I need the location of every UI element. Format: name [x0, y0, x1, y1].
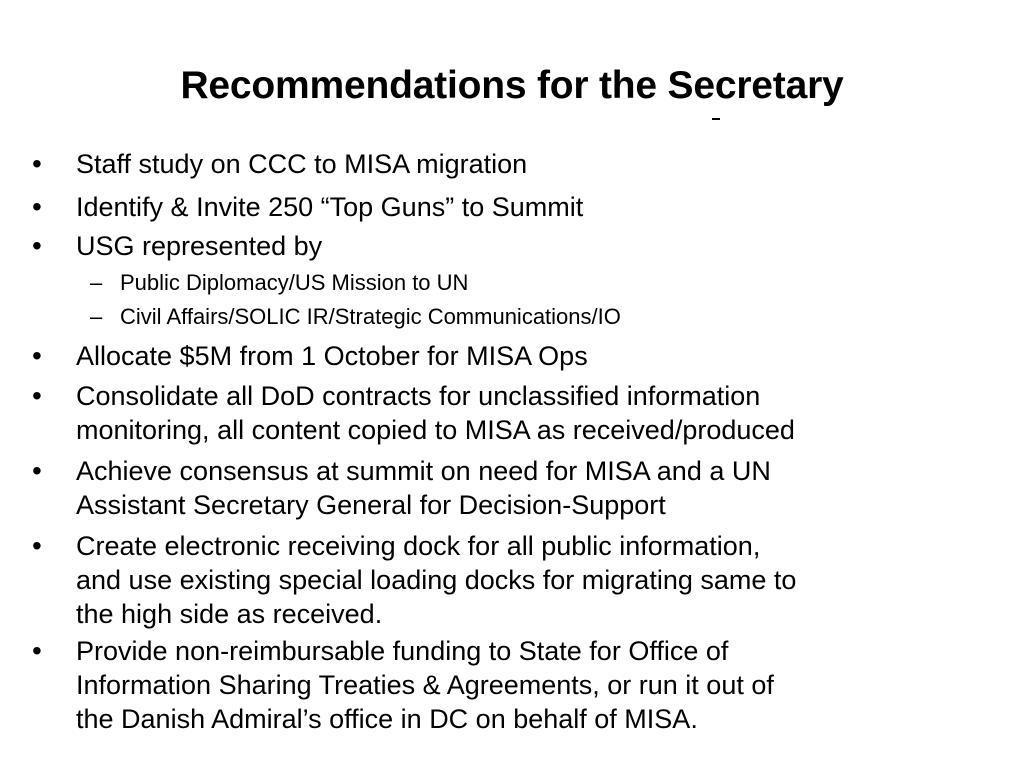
bullet-text-line: Consolidate all DoD contracts for unclassified information — [76, 381, 761, 411]
bullet-text-line: and use existing special loading docks for migrating same to — [76, 565, 797, 595]
bullet-text-line: Provide non-reimbursable funding to State for Office of — [76, 636, 729, 666]
bullet-marker: • — [32, 380, 42, 411]
bullet-text-line: Assistant Secretary General for Decision-Support — [76, 490, 666, 520]
bullet-marker: • — [32, 455, 42, 486]
bullet-text-line: Identify & Invite 250 “Top Guns” to Summit — [76, 192, 584, 222]
bullet-marker: • — [32, 191, 42, 222]
slide-title: Recommendations for the Secretary — [180, 64, 844, 107]
bullet-text-line: the high side as received. — [76, 599, 383, 629]
bullet-marker: • — [32, 340, 42, 371]
sub-bullet-marker: – — [90, 304, 103, 329]
bullet-text-line: Staff study on CCC to MISA migration — [76, 149, 528, 179]
sub-bullet-text: Civil Affairs/SOLIC IR/Strategic Communications/IO — [120, 304, 621, 329]
bullet-text-line: USG represented by — [76, 231, 323, 261]
bullet-marker: • — [32, 635, 42, 666]
bullet-marker: • — [32, 230, 42, 261]
bullet-text-line: monitoring, all content copied to MISA as received/produced — [76, 415, 795, 445]
bullet-text-line: Information Sharing Treaties & Agreements, or run it out of — [76, 670, 774, 700]
bullet-text-line: the Danish Admiral’s office in DC on behalf of MISA. — [76, 704, 698, 734]
bullet-text-line: Allocate $5M from 1 October for MISA Ops — [76, 341, 588, 371]
bullet-text-line: Achieve consensus at summit on need for MISA and a UN — [76, 456, 771, 486]
sub-bullet-marker: – — [90, 270, 103, 295]
bullet-marker: • — [32, 530, 42, 561]
sub-bullet-text: Public Diplomacy/US Mission to UN — [120, 270, 469, 295]
bullet-text-line: Create electronic receiving dock for all public information, — [76, 531, 761, 561]
bullet-marker: • — [32, 148, 42, 179]
